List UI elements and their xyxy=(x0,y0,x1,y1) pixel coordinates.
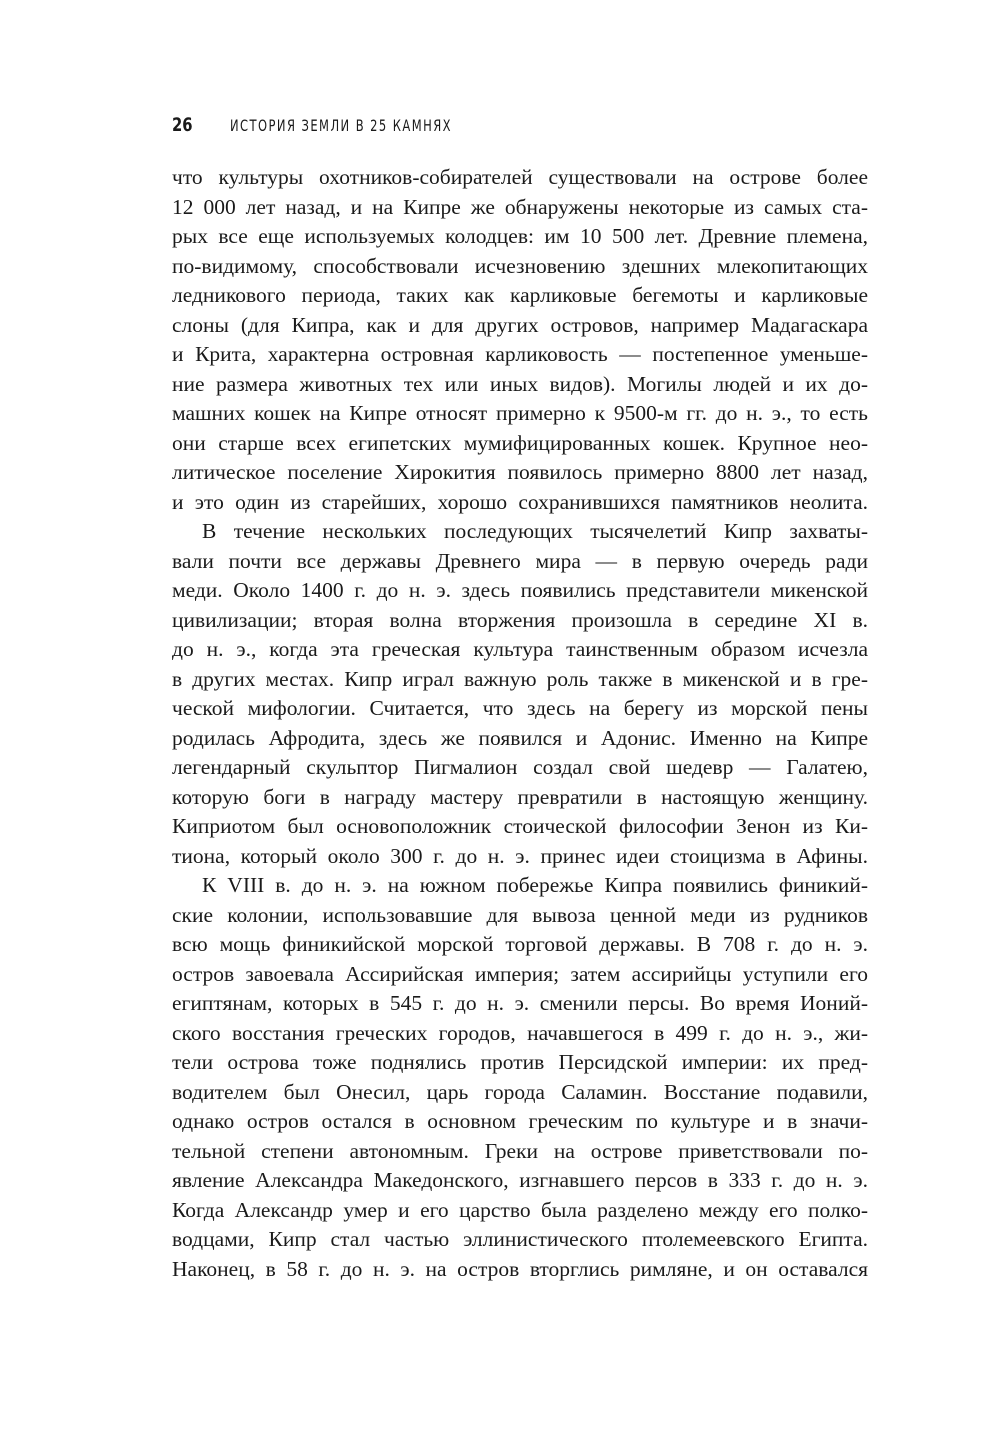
text-line: до н. э., когда эта греческая культура таинственным образом исчезла xyxy=(172,637,868,661)
text-line: цивилизации; вторая волна вторжения произошла в середине XI в. xyxy=(172,607,868,632)
text-line: тельной степени автономным. Греки на острове приветствовали по- xyxy=(172,1138,868,1163)
text-line: рых все еще используемых колодцев: им 10 500 лет. Древние племена, xyxy=(172,224,868,248)
text-line: вали почти все державы Древнего мира — в первую очередь ради xyxy=(172,548,868,573)
text-line: Киприотом был основоположник стоической философии Зенон из Ки- xyxy=(172,814,868,838)
text-line: и это один из старейших, хорошо сохранившихся памятников неолита. xyxy=(172,489,868,514)
text-line: и Крита, характерна островная карликовость — постепенное уменьше- xyxy=(172,342,868,366)
text-line: машних кошек на Кипре относят примерно к 9500-м гг. до н. э., то есть xyxy=(172,401,868,425)
running-head xyxy=(172,112,872,138)
text-line: ские колонии, использовавшие для вывоза ценной меди из рудников xyxy=(172,902,868,927)
text-line: они старше всех египетских мумифицированных кошек. Крупное нео- xyxy=(172,430,868,455)
text-line: слоны (для Кипра, как и для других островов, например Мадагаскара xyxy=(172,312,868,337)
text-line: ние размера животных тех или иных видов). Могилы людей и их до- xyxy=(172,371,868,396)
text-line: тиона, который около 300 г. до н. э. принес идеи стоицизма в Афины. xyxy=(172,843,868,868)
text-line: водителем был Онесил, царь города Саламин. Восстание подавили, xyxy=(172,1079,868,1104)
text-line: явление Александра Македонского, изгнавшего персов в 333 г. до н. э. xyxy=(172,1168,868,1192)
text-line: что культуры охотников-собирателей существовали на острове более xyxy=(172,165,868,189)
text-line: ческой мифологии. Считается, что здесь на берегу из морской пены xyxy=(172,696,868,720)
text-line: в других местах. Кипр играл важную роль также в микенской и в гре- xyxy=(172,666,868,691)
book-title: ИСТОРИЯ ЗЕМЛИ В 25 КАМНЯХ xyxy=(230,116,452,135)
text-line: ского восстания греческих городов, начавшегося в 499 г. до н. э., жи- xyxy=(172,1020,868,1045)
text-line: всю мощь финикийской морской торговой державы. В 708 г. до н. э. xyxy=(172,932,868,956)
text-line: Когда Александр умер и его царство была разделено между его полко- xyxy=(172,1197,868,1222)
text-line: ледникового периода, таких как карликовые бегемоты и карликовые xyxy=(172,283,868,307)
text-line: Наконец, в 58 г. до н. э. на остров вторглись римляне, и он оставался xyxy=(172,1256,868,1281)
text-line: водцами, Кипр стал частью эллинистического птолемеевского Египта. xyxy=(172,1227,868,1251)
text-line: В течение нескольких последующих тысячелетий Кипр захваты- xyxy=(202,519,868,543)
text-line: легендарный скульптор Пигмалион создал свой шедевр — Галатею, xyxy=(172,755,868,779)
text-line: литическое поселение Хирокития появилось примерно 8800 лет назад, xyxy=(172,460,868,484)
text-line: К VIII в. до н. э. на южном побережье Кипра появились финикий- xyxy=(202,873,868,897)
text-line: египтянам, которых в 545 г. до н. э. сменили персы. Во время Ионий- xyxy=(172,991,868,1015)
text-line: меди. Около 1400 г. до н. э. здесь появились представители микенской xyxy=(172,578,868,602)
text-line: 12 000 лет назад, и на Кипре же обнаружены некоторые из самых ста- xyxy=(172,194,868,219)
text-line: остров завоевала Ассирийская империя; затем ассирийцы уступили его xyxy=(172,961,868,986)
text-line: однако остров остался в основном греческим по культуре и в значи- xyxy=(172,1109,868,1133)
text-line: родилась Афродита, здесь же появился и Адонис. Именно на Кипре xyxy=(172,725,868,750)
text-line: по-видимому, способствовали исчезновению здешних млекопитающих xyxy=(172,253,868,278)
text-line: тели острова тоже поднялись против Персидской империи: их пред- xyxy=(172,1050,868,1074)
page-number: 26 xyxy=(172,114,193,136)
text-line: которую боги в награду мастеру превратили в настоящую женщину. xyxy=(172,784,868,809)
